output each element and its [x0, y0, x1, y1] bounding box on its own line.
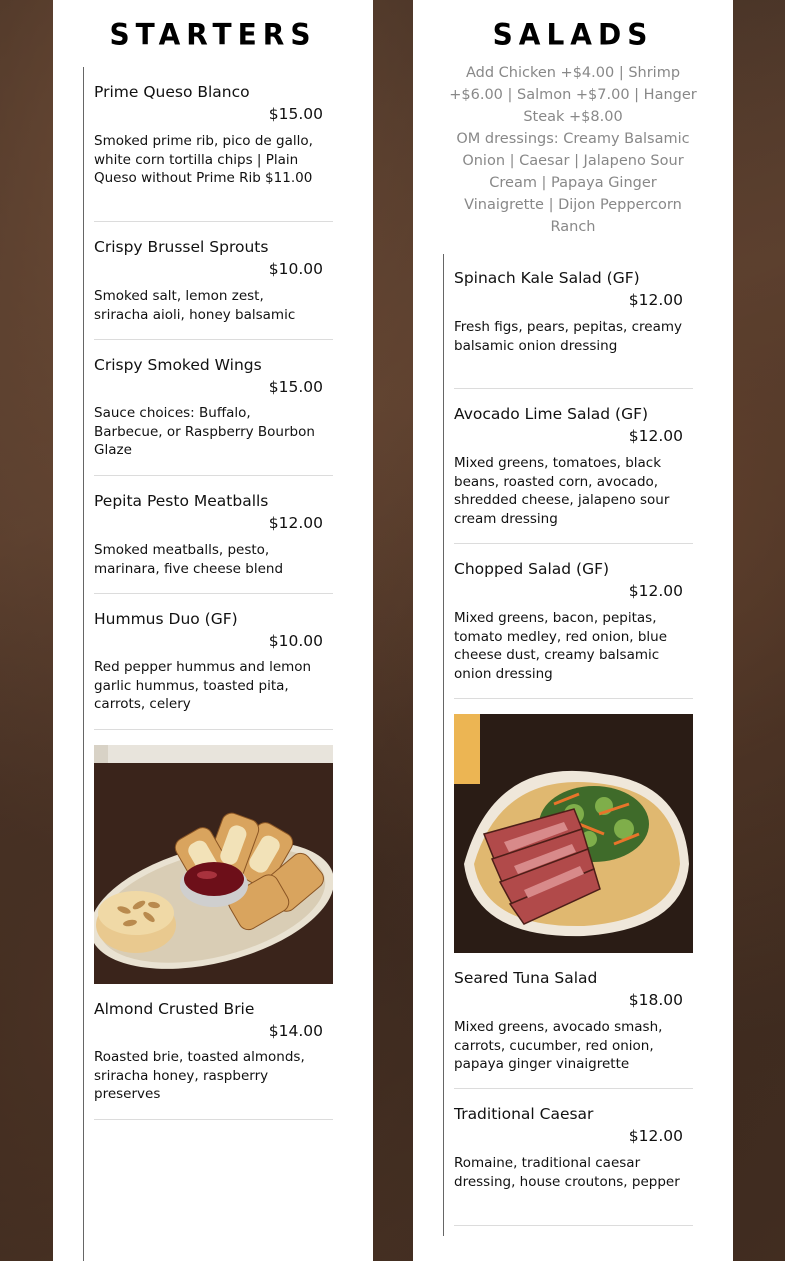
- item-price: $12.00: [628, 291, 683, 309]
- item-name: Crispy Smoked Wings: [94, 356, 262, 374]
- item-name: Almond Crusted Brie: [94, 1000, 255, 1018]
- item-name: Avocado Lime Salad (GF): [454, 405, 649, 423]
- menu-item[interactable]: [454, 405, 693, 544]
- starters-divider-line: [83, 67, 84, 1261]
- salad-dressings-note: OM dressings: Creamy Balsamic Onion | Caesar | Jalapeno Sour Cream | Papaya Ginger Vinaigrette | Dijon Peppercorn Ranch: [456, 131, 690, 235]
- item-description: Smoked salt, lemon zest, sriracha aioli, honey balsamic: [94, 288, 296, 323]
- starters-title: STARTERS: [109, 17, 317, 52]
- menu-item[interactable]: [454, 969, 693, 1089]
- item-description: Mixed greens, avocado smash, carrots, cucumber, red onion, papaya ginger vinaigrette: [454, 1019, 663, 1072]
- item-description: Smoked prime rib, pico de gallo, white corn tortilla chips | Plain Queso without Prime Rib $11.00: [94, 133, 313, 186]
- item-name: Traditional Caesar: [454, 1105, 594, 1123]
- salads-title: SALADS: [492, 17, 654, 52]
- menu-item[interactable]: [94, 1000, 333, 1120]
- menu-item[interactable]: [454, 560, 693, 699]
- item-description: Red pepper hummus and lemon garlic hummus, toasted pita, carrots, celery: [94, 659, 312, 712]
- almond-brie-photo: [94, 745, 333, 984]
- item-name: Chopped Salad (GF): [454, 560, 610, 578]
- seared-tuna-photo: [454, 714, 693, 953]
- menu-item[interactable]: [94, 356, 333, 476]
- item-description: Mixed greens, tomatoes, black beans, roasted corn, avocado, shredded cheese, jalapeno sour cream dressing: [454, 455, 670, 527]
- item-name: Pepita Pesto Meatballs: [94, 492, 269, 510]
- item-price: $10.00: [268, 632, 323, 650]
- menu-item[interactable]: [94, 238, 333, 340]
- menu-item[interactable]: [454, 269, 693, 389]
- item-description: Roasted brie, toasted almonds, sriracha honey, raspberry preserves: [94, 1049, 305, 1102]
- starters-panel: [53, 0, 373, 1261]
- item-name: Spinach Kale Salad (GF): [454, 269, 640, 287]
- salad-addons-note: Add Chicken +$4.00 | Shrimp +$6.00 | Salmon +$7.00 | Hanger Steak +$8.00: [449, 65, 697, 125]
- salads-panel: [413, 0, 733, 1261]
- item-price: $15.00: [268, 105, 323, 123]
- item-name: Prime Queso Blanco: [94, 83, 250, 101]
- salads-divider-line: [443, 254, 444, 1236]
- item-name: Seared Tuna Salad: [454, 969, 598, 987]
- item-price: $14.00: [268, 1022, 323, 1040]
- item-price: $15.00: [268, 378, 323, 396]
- item-description: Mixed greens, bacon, pepitas, tomato medley, red onion, blue cheese dust, creamy balsamic onion dressing: [454, 610, 668, 682]
- menu-item[interactable]: [94, 610, 333, 730]
- item-price: $12.00: [268, 514, 323, 532]
- menu-item[interactable]: [94, 492, 333, 594]
- item-price: $12.00: [628, 1127, 683, 1145]
- item-price: $12.00: [628, 427, 683, 445]
- item-description: Smoked meatballs, pesto, marinara, five cheese blend: [94, 542, 284, 577]
- item-description: Sauce choices: Buffalo, Barbecue, or Raspberry Bourbon Glaze: [94, 405, 315, 458]
- item-price: $10.00: [268, 260, 323, 278]
- item-price: $18.00: [628, 991, 683, 1009]
- item-description: Romaine, traditional caesar dressing, house croutons, pepper: [454, 1155, 680, 1190]
- menu-item[interactable]: [94, 83, 333, 222]
- item-price: $12.00: [628, 582, 683, 600]
- item-name: Crispy Brussel Sprouts: [94, 238, 269, 256]
- menu-item[interactable]: [454, 1105, 693, 1226]
- item-name: Hummus Duo (GF): [94, 610, 238, 628]
- item-description: Fresh figs, pears, pepitas, creamy balsamic onion dressing: [454, 319, 682, 354]
